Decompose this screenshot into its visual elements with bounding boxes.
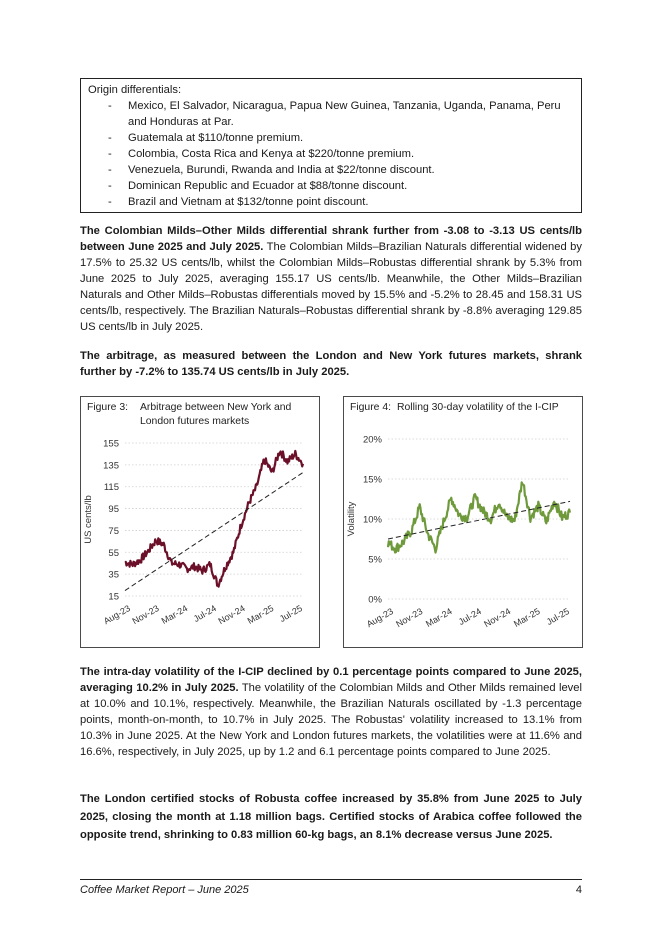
- differentials-paragraph: [80, 223, 582, 335]
- figure-4-title: Rolling 30-day volatility of the I-CIP: [397, 402, 559, 413]
- x-tick-label: Mar-25: [245, 603, 276, 626]
- y-tick-label: 55: [108, 547, 119, 559]
- y-tick-label: 0%: [368, 594, 382, 606]
- figure-3-title-line1: Arbitrage between New York and: [140, 402, 292, 413]
- figures-row: [80, 396, 584, 648]
- y-tick-label: 5%: [368, 554, 382, 566]
- page-footer: [80, 879, 582, 898]
- y-tick-label: 20%: [362, 434, 382, 446]
- x-tick-label: Jul-25: [277, 603, 304, 624]
- y-tick-label: 15%: [362, 474, 382, 486]
- footer-title: Coffee Market Report – June 2025: [80, 884, 249, 896]
- x-tick-label: Jul-24: [191, 603, 218, 624]
- x-tick-label: Mar-24: [159, 603, 190, 626]
- figure-3-arbitrage: [80, 396, 320, 648]
- figure-4-label: Figure 4:: [350, 402, 392, 413]
- y-tick-label: 35: [108, 569, 119, 581]
- x-tick-label: Nov-23: [130, 603, 161, 627]
- volatility-paragraph: [80, 664, 582, 760]
- volatility-body: The volatility of the Colombian Milds and Other Milds remained level at 10.0% and 10.1%, respectively. Meanwhile, the Brazilian Naturals oscillated by -1.3 percentage points, month-on-month, to 10.7% in July 2025. The Robustas' volatility increased to 13.1% from 10.3% in June 2025. At the New York and London futures markets, the volatilities were at 11.6% and 16.6%, respectively, in July 2025, up by 1.2 and 6.1 percentage points compared to June 2025.: [80, 682, 582, 758]
- arbitrage-lead: The arbitrage, as measured between the London and New York futures markets, shrank further by -7.2% to 135.74 US cents/lb in July 2025.: [80, 350, 582, 378]
- figure-3-chart: [81, 397, 319, 647]
- y-tick-label: 75: [108, 525, 119, 537]
- page-body: [80, 78, 582, 380]
- list-item: - Dominican Republic and Ecuador at $88/tonne discount.: [104, 178, 575, 194]
- y-axis-label: US cents/lb: [83, 495, 94, 544]
- list-item: - Venezuela, Burundi, Rwanda and India at $22/tonne discount.: [104, 162, 575, 178]
- volatility-lead: The intra-day volatility of the I-CIP declined by 0.1 percentage points compared to June 2025, averaging 10.2% in July 2025.: [80, 666, 582, 694]
- x-tick-label: Nov-24: [216, 603, 247, 627]
- y-tick-label: 155: [103, 438, 119, 450]
- y-tick-label: 15: [108, 591, 119, 603]
- differentials-body: The Colombian Milds–Brazilian Naturals differential widened by 17.5% to 25.32 US cents/lb, whilst the Colombian Milds–Robustas differential shrank by 5.3% from June 2025 to July 2025, averaging 155.17 US cents/lb. Meanwhile, the Other Milds–Brazilian Naturals and Other Milds–Robustas differentials moved by 15.5% and -5.2% to 28.45 and 158.31 US cents/lb, respectively. The Brazilian Naturals–Robustas differential shrank by -8.8% averaging 129.85 US cents/lb in July 2025.: [80, 241, 582, 333]
- list-item: - Mexico, El Salvador, Nicaragua, Papua New Guinea, Tanzania, Uganda, Panama, Peru and Honduras at Par.: [104, 98, 575, 130]
- list-item: - Brazil and Vietnam at $132/tonne point discount.: [104, 194, 575, 210]
- list-item: - Guatemala at $110/tonne premium.: [104, 130, 575, 146]
- origin-differentials-list: [88, 98, 575, 210]
- x-tick-label: Nov-24: [482, 606, 513, 630]
- list-item: - Colombia, Costa Rica and Kenya at $220/tonne premium.: [104, 146, 575, 162]
- figure-4-chart: [344, 397, 582, 647]
- differentials-lead: The Colombian Milds–Other Milds differential shrank further from -3.08 to -3.13 US cents/lb between June 2025 and July 2025.: [80, 225, 582, 253]
- x-tick-label: Nov-23: [394, 606, 425, 630]
- y-tick-label: 95: [108, 504, 119, 516]
- stocks-lead: The London certified stocks of Robusta coffee increased by 35.8% from June 2025 to July 2025, closing the month at 1.18 million bags. Certified stocks of Arabica coffee followed the opposite trend, shrinking to 0.83 million 60-kg bags, an 8.1% decrease versus June 2025.: [80, 793, 582, 841]
- y-axis-label: Volatility: [346, 501, 357, 537]
- series-line: [125, 451, 303, 587]
- figure-3-label: Figure 3:: [87, 402, 129, 413]
- figure-4-volatility: [343, 396, 583, 648]
- arbitrage-paragraph: [80, 348, 582, 380]
- origin-differentials-box: [80, 78, 582, 213]
- y-tick-label: 135: [103, 460, 119, 472]
- y-tick-label: 115: [103, 482, 119, 494]
- trend-line: [125, 473, 303, 591]
- x-tick-label: Mar-25: [511, 606, 542, 629]
- origin-differentials-heading: Origin differentials:: [88, 84, 182, 96]
- figure-3-title-line2: London futures markets: [140, 416, 250, 427]
- page-number: 4: [575, 884, 582, 896]
- x-tick-label: Aug-23: [364, 606, 395, 630]
- x-tick-label: Aug-23: [101, 603, 132, 627]
- stocks-paragraph: [80, 790, 582, 844]
- series-line: [388, 482, 570, 552]
- x-tick-label: Mar-24: [423, 606, 454, 629]
- y-tick-label: 10%: [362, 514, 382, 526]
- x-tick-label: Jul-25: [544, 606, 571, 627]
- x-tick-label: Jul-24: [456, 606, 483, 627]
